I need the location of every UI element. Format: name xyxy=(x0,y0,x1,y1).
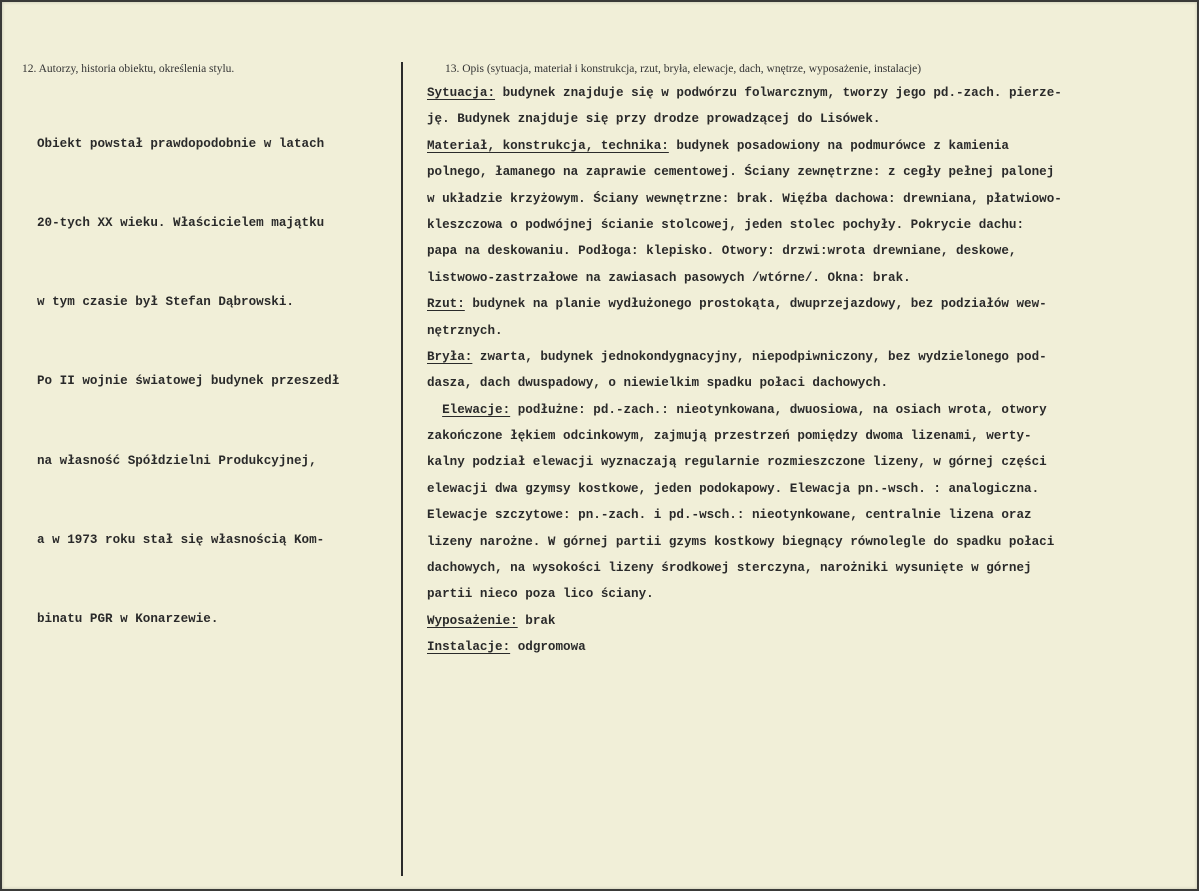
section-13-line xyxy=(427,423,1062,449)
section-13-body xyxy=(427,80,1062,661)
section-13-number: 13. xyxy=(445,63,460,75)
field-text: budynek na planie wydłużonego prostokąta, dwuprzejazdowy, bez podziałów wew- xyxy=(464,297,1047,312)
section-12-body xyxy=(37,78,339,685)
field-text: odgromowa xyxy=(510,640,586,655)
section-13-heading xyxy=(445,63,921,75)
section-12-line: na własność Spółdzielni Produkcyjnej, xyxy=(37,453,317,468)
column-divider xyxy=(401,62,403,876)
section-12-line: Po II wojnie światowej budynek przeszedł xyxy=(37,374,340,389)
section-12-line: binatu PGR w Konarzewie. xyxy=(37,612,219,627)
section-13-line xyxy=(427,318,1062,344)
field-text: zwarta, budynek jednokondygnacyjny, niepodpiwniczony, bez wydzielonego pod- xyxy=(472,349,1047,364)
section-12-line: Obiekt powstał prawdopodobnie w latach xyxy=(37,136,325,151)
field-text: brak xyxy=(517,613,556,628)
field-text: zakończone łękiem odcinkowym, zajmują przestrzeń pomiędzy dwoma lizenami, werty- xyxy=(427,429,1032,444)
field-label: Elewacje: xyxy=(442,402,511,417)
field-text: elewacji dwa gzymsy kostkowe, jeden podokapowy. Elewacja pn.-wsch. : analogiczna. xyxy=(427,481,1040,496)
section-13-line xyxy=(427,106,1062,132)
section-13-line xyxy=(427,502,1062,528)
field-text: kleszczowa o podwójnej ścianie stolcowej, jeden stolec pochyły. Pokrycie dachu: xyxy=(427,217,1025,232)
field-label: Instalacje: xyxy=(427,640,511,655)
field-text: budynek posadowiony na podmurówce z kamienia xyxy=(668,138,1009,153)
field-label: Wyposażenie: xyxy=(427,613,518,628)
field-label: Sytuacja: xyxy=(427,86,496,100)
section-12-heading xyxy=(22,63,234,75)
section-13-line xyxy=(427,133,1062,159)
section-12-number: 12. xyxy=(22,63,37,75)
section-12-line: a w 1973 roku stał się własnością Kom- xyxy=(37,532,325,547)
section-13-line xyxy=(427,634,1062,660)
field-text: listwowo-zastrzałowe na zawiasach pasowych /wtórne/. Okna: brak. xyxy=(427,270,911,285)
section-13-line xyxy=(427,186,1062,212)
field-text: partii nieco poza lico ściany. xyxy=(427,587,654,602)
section-13-line xyxy=(427,212,1062,238)
field-text: budynek znajduje się w podwórzu folwarcznym, tworzy jego pd.-zach. pierze- xyxy=(495,86,1062,100)
field-text: Elewacje szczytowe: pn.-zach. i pd.-wsch.: nieotynkowane, centralnie lizena oraz xyxy=(427,508,1032,523)
section-12-line: 20-tych XX wieku. Właścicielem majątku xyxy=(37,216,325,231)
section-13-line xyxy=(427,608,1062,634)
field-text: dachowych, na wysokości lizeny środkowej sterczyna, narożniki wysunięte w górnej xyxy=(427,561,1032,576)
section-13-line xyxy=(427,581,1062,607)
field-text: lizeny narożne. W górnej partii gzyms kostkowy biegnący równolegle do spadku połaci xyxy=(427,534,1055,549)
section-13-line xyxy=(427,80,1062,106)
field-text: podłużne: pd.-zach.: nieotynkowana, dwuosiowa, na osiach wrota, otwory xyxy=(510,402,1047,417)
section-13-line xyxy=(427,344,1062,370)
field-text: kalny podział elewacji wyznaczają regularnie rozmieszczone lizeny, w górnej części xyxy=(427,455,1047,470)
section-13-line xyxy=(427,449,1062,475)
section-13-line xyxy=(427,291,1062,317)
section-12-line: w tym czasie był Stefan Dąbrowski. xyxy=(37,295,294,310)
section-13-line xyxy=(427,238,1062,264)
section-13-line xyxy=(427,265,1062,291)
field-text: papa na deskowaniu. Podłoga: klepisko. Otwory: drzwi:wrota drewniane, deskowe, xyxy=(427,244,1017,259)
field-label: Bryła: xyxy=(427,349,473,364)
section-13-line xyxy=(427,397,1062,423)
section-13-title: Opis (sytuacja, materiał i konstrukcja, rzut, bryła, elewacje, dach, wnętrze, wyposażenie, instalacje) xyxy=(462,63,922,75)
section-12-title: Autorzy, historia obiektu, określenia stylu. xyxy=(38,63,235,75)
section-13-line xyxy=(427,529,1062,555)
field-text: w układzie krzyżowym. Ściany wewnętrzne: brak. Więźba dachowa: drewniana, płatwiowo- xyxy=(427,191,1062,206)
field-text: nętrznych. xyxy=(427,323,503,338)
field-text: polnego, łamanego na zaprawie cementowej. Ściany zewnętrzne: z cegły pełnej palonej xyxy=(427,165,1055,180)
section-13-line xyxy=(427,476,1062,502)
section-13-line xyxy=(427,555,1062,581)
field-label: Materiał, konstrukcja, technika: xyxy=(427,138,669,153)
field-text: ję. Budynek znajduje się przy drodze prowadzącej do Lisówek. xyxy=(427,112,881,127)
section-13-line xyxy=(427,159,1062,185)
document-page xyxy=(2,2,1197,889)
field-label: Rzut: xyxy=(427,297,465,312)
section-13-line xyxy=(427,370,1062,396)
field-text: dasza, dach dwuspadowy, o niewielkim spadku połaci dachowych. xyxy=(427,376,889,391)
